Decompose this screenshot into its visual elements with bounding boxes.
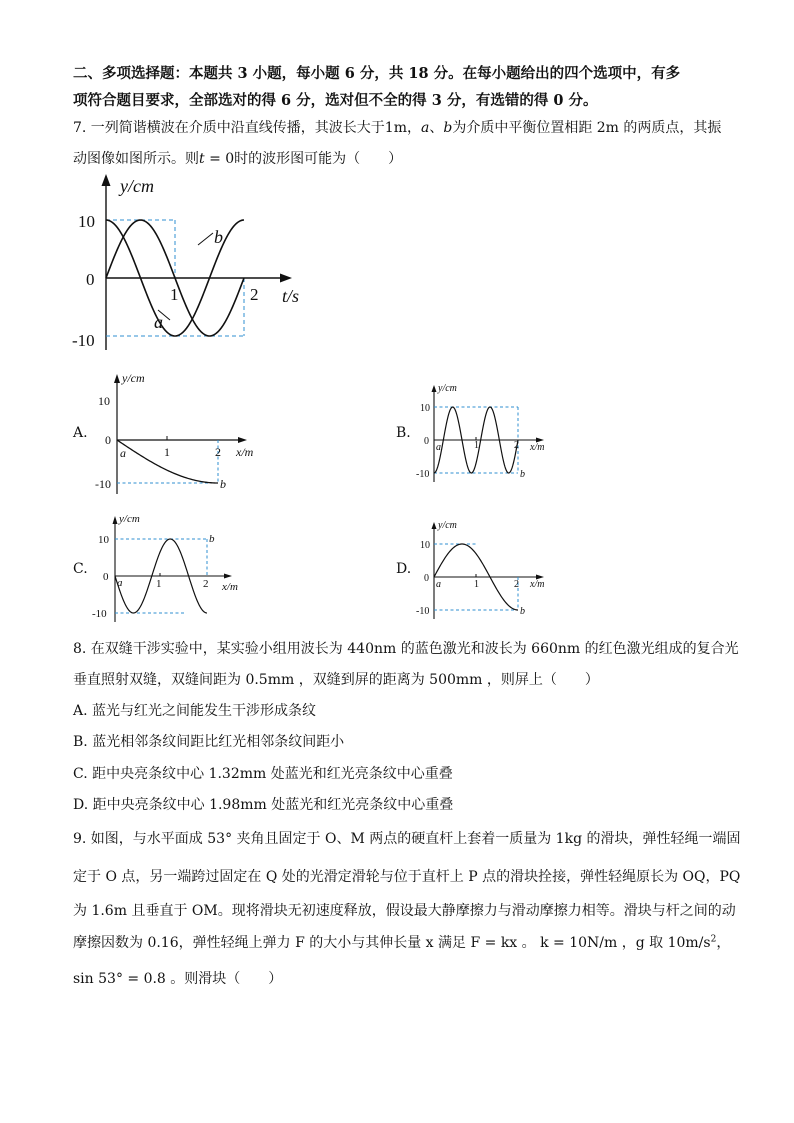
svg-text:b: b	[220, 477, 226, 491]
x-axis-arrow	[280, 274, 292, 283]
svg-text:a: a	[436, 442, 441, 453]
tick-t1: 1	[170, 285, 179, 304]
svg-text:0: 0	[103, 571, 109, 583]
svg-text:0: 0	[105, 433, 111, 447]
q7-option-d-letter[interactable]: D.	[396, 561, 412, 577]
svg-text:b: b	[209, 533, 215, 545]
x-axis-label: t/s	[282, 286, 300, 306]
svg-text:a: a	[120, 446, 126, 460]
section-heading-line1: 二、多项选择题：本题共 3 小题，每小题 6 分，共 18 分。在每小题给出的四个选项中，有多	[73, 65, 681, 82]
svg-text:y/cm: y/cm	[438, 520, 457, 531]
curve-a-label: a	[154, 312, 163, 332]
svg-text:-10: -10	[416, 606, 430, 617]
q7-stem-line1: 7. 一列简谐横波在介质中沿直线传播，其波长大于1m，a、b为介质中平衡位置相距 2m 的两质点，其振	[73, 120, 722, 136]
svg-text:a: a	[436, 579, 441, 590]
svg-text:x/m: x/m	[530, 442, 545, 453]
tick-neg10: -10	[72, 331, 95, 350]
q9-stem-line2: 定于 O 点，另一端跨过固定在 Q 处的光滑定滑轮与位于直杆上 P 点的滑块拴接，弹性轻绳原长为 OQ，PQ	[73, 869, 741, 885]
q7-option-c-graph[interactable]	[90, 508, 250, 630]
svg-text:x/m: x/m	[222, 581, 238, 593]
svg-text:0: 0	[424, 573, 429, 584]
svg-text:10: 10	[98, 394, 110, 408]
svg-text:-10: -10	[92, 608, 107, 620]
svg-text:b: b	[520, 469, 525, 480]
svg-text:2: 2	[215, 445, 221, 459]
svg-text:-10: -10	[95, 477, 111, 491]
q8-option-b[interactable]: B. 蓝光相邻条纹间距比红光相邻条纹间距小	[73, 734, 345, 750]
svg-text:2: 2	[514, 440, 519, 451]
svg-text:1: 1	[474, 440, 479, 451]
y-axis-label: y/cm	[120, 176, 154, 196]
svg-text:2: 2	[203, 578, 209, 590]
svg-text:y/cm: y/cm	[119, 513, 140, 525]
svg-text:1: 1	[156, 578, 162, 590]
q7-option-a-graph[interactable]	[90, 366, 280, 500]
q7-option-c-letter[interactable]: C.	[73, 561, 88, 577]
q7-vibration-graph	[70, 170, 310, 364]
b-leader	[198, 233, 213, 245]
svg-text:1: 1	[474, 579, 479, 590]
svg-text:x/m: x/m	[530, 579, 545, 590]
svg-text:x/m: x/m	[236, 445, 254, 459]
svg-text:1: 1	[164, 445, 170, 459]
svg-text:10: 10	[98, 534, 109, 546]
q7-stem-line2: 动图像如图所示。则t = 0时的波形图可能为（ ）	[73, 151, 403, 167]
tick-10: 10	[78, 212, 95, 231]
tick-t2: 2	[250, 285, 259, 304]
q8-option-c[interactable]: C. 距中央亮条纹中心 1.32mm 处蓝光和红光亮条纹中心重叠	[73, 766, 453, 782]
svg-text:y/cm: y/cm	[122, 371, 145, 385]
svg-text:y/cm: y/cm	[438, 383, 457, 394]
q7-option-b-letter[interactable]: B.	[396, 425, 411, 441]
curve-b-label: b	[214, 227, 223, 247]
svg-text:0: 0	[424, 436, 429, 447]
q7-option-b-graph[interactable]	[412, 378, 562, 492]
q9-stem-line5: sin 53° = 0.8 。则滑块（ ）	[73, 971, 283, 987]
section-heading-line2: 项符合题目要求，全部选对的得 6 分，选对但不全的得 3 分，有选错的得 0 分。	[73, 92, 598, 109]
q8-option-d[interactable]: D. 距中央亮条纹中心 1.98mm 处蓝光和红光亮条纹中心重叠	[73, 797, 454, 813]
svg-text:10: 10	[420, 540, 430, 551]
svg-text:2: 2	[514, 579, 519, 590]
q9-stem-line1: 9. 如图，与水平面成 53° 夹角且固定于 O、M 两点的硬直杆上套着一质量为 1kg 的滑块，弹性轻绳一端固	[73, 831, 741, 847]
q8-option-a[interactable]: A. 蓝光与红光之间能发生干涉形成条纹	[73, 703, 317, 719]
svg-text:10: 10	[420, 403, 430, 414]
q9-stem-line3: 为 1.6m 且垂直于 OM。现将滑块无初速度释放，假设最大静摩擦力与滑动摩擦力相等。滑块与杆之间的动	[73, 903, 736, 919]
svg-text:-10: -10	[416, 469, 430, 480]
q9-stem-line4: 摩擦因数为 0.16，弹性轻绳上弹力 F 的大小与其伸长量 x 满足 F = kx 。 k = 10N/m ，g 取 $10m/s^2$，	[73, 934, 731, 951]
svg-text:b: b	[520, 606, 525, 617]
q7-option-a-letter[interactable]: A.	[73, 425, 88, 441]
tick-0: 0	[86, 270, 95, 289]
q8-stem-line1: 8. 在双缝干涉实验中，某实验小组用波长为 440nm 的蓝色激光和波长为 660nm 的红色激光组成的复合光	[73, 641, 739, 657]
q7-option-d-graph[interactable]	[412, 515, 562, 629]
q8-stem-line2: 垂直照射双缝，双缝间距为 0.5mm ，双缝到屏的距离为 500mm ，则屏上（ ）	[73, 672, 599, 688]
svg-text:a: a	[117, 577, 123, 589]
y-axis-arrow	[102, 174, 111, 186]
